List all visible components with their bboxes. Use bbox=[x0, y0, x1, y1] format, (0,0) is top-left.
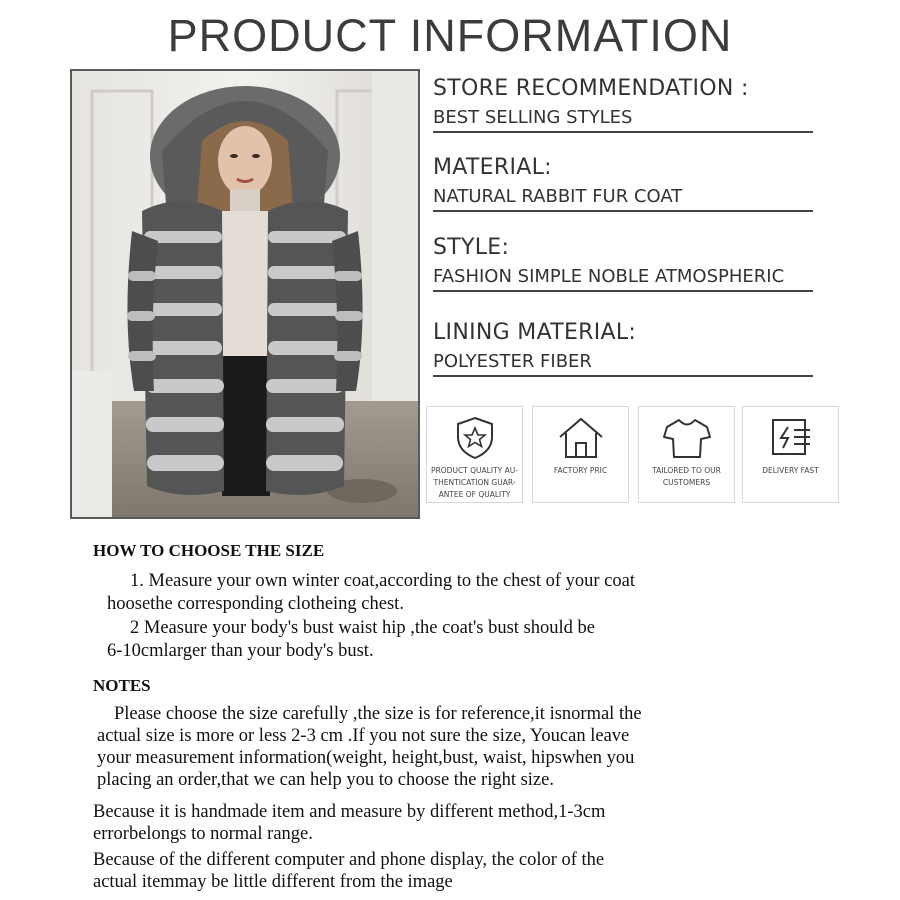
badge-quality bbox=[426, 406, 523, 503]
t-shirt-icon bbox=[661, 415, 713, 461]
spec-value: POLYESTER FIBER bbox=[433, 351, 813, 377]
spec-value: NATURAL RABBIT FUR COAT bbox=[433, 186, 813, 212]
notes-line: placing an order,that we can help you to choose the right size. bbox=[97, 770, 554, 790]
badge-text-line: PRODUCT QUALITY AU- bbox=[431, 466, 518, 475]
badge-factory-price bbox=[532, 406, 629, 503]
notes-line: Please choose the size carefully ,the size is for reference,it isnormal the bbox=[114, 704, 642, 724]
spec-lining-material bbox=[433, 320, 813, 377]
notes-line: actual itemmay be little different from the image bbox=[93, 872, 453, 892]
notes-line: Because it is handmade item and measure by different method,1-3cm bbox=[93, 802, 606, 822]
size-line: 6-10cmlarger than your body's bust. bbox=[107, 641, 374, 661]
delivery-icon bbox=[768, 415, 814, 461]
spec-label: STYLE: bbox=[433, 235, 510, 260]
notes-line: errorbelongs to normal range. bbox=[93, 824, 313, 844]
size-line: hoosethe corresponding clotheing chest. bbox=[107, 594, 404, 614]
spec-material bbox=[433, 155, 813, 212]
spec-value: BEST SELLING STYLES bbox=[433, 107, 813, 133]
notes-line: actual size is more or less 2-3 cm .If you not sure the size, Youcan leave bbox=[97, 726, 630, 746]
badge-text-line: ANTEE OF QUALITY bbox=[438, 490, 511, 499]
spec-store-recommendation bbox=[433, 76, 813, 133]
size-heading: HOW TO CHOOSE THE SIZE bbox=[93, 541, 325, 560]
shield-star-icon bbox=[453, 415, 497, 461]
notes-heading: NOTES bbox=[93, 676, 151, 695]
spec-label: STORE RECOMMENDATION : bbox=[433, 76, 749, 101]
badge-text-line: DELIVERY FAST bbox=[762, 466, 819, 475]
size-line: 2 Measure your body's bust waist hip ,the coat's bust should be bbox=[130, 618, 596, 638]
badge-delivery bbox=[742, 406, 839, 503]
spec-label: LINING MATERIAL: bbox=[433, 320, 637, 345]
badge-text-line: CUSTOMERS bbox=[662, 478, 711, 487]
house-icon bbox=[556, 415, 606, 461]
notes-line: Because of the different computer and phone display, the color of the bbox=[93, 850, 605, 870]
badge-text-line: FACTORY PRIC bbox=[553, 466, 608, 475]
badge-tailored bbox=[638, 406, 735, 503]
product-photo bbox=[70, 69, 420, 519]
spec-label: MATERIAL: bbox=[433, 155, 552, 180]
notes-line: your measurement information(weight, height,bust, waist, hipswhen you bbox=[97, 748, 635, 768]
spec-style bbox=[433, 235, 813, 292]
badge-text-line: THENTICATION GUAR- bbox=[433, 478, 516, 487]
badge-text-line: TAILORED TO OUR bbox=[652, 466, 721, 475]
spec-value: FASHION SIMPLE NOBLE ATMOSPHERIC bbox=[433, 266, 813, 292]
size-line: 1. Measure your own winter coat,according to the chest of your coat bbox=[130, 571, 635, 591]
page-title: PRODUCT INFORMATION bbox=[167, 10, 733, 61]
